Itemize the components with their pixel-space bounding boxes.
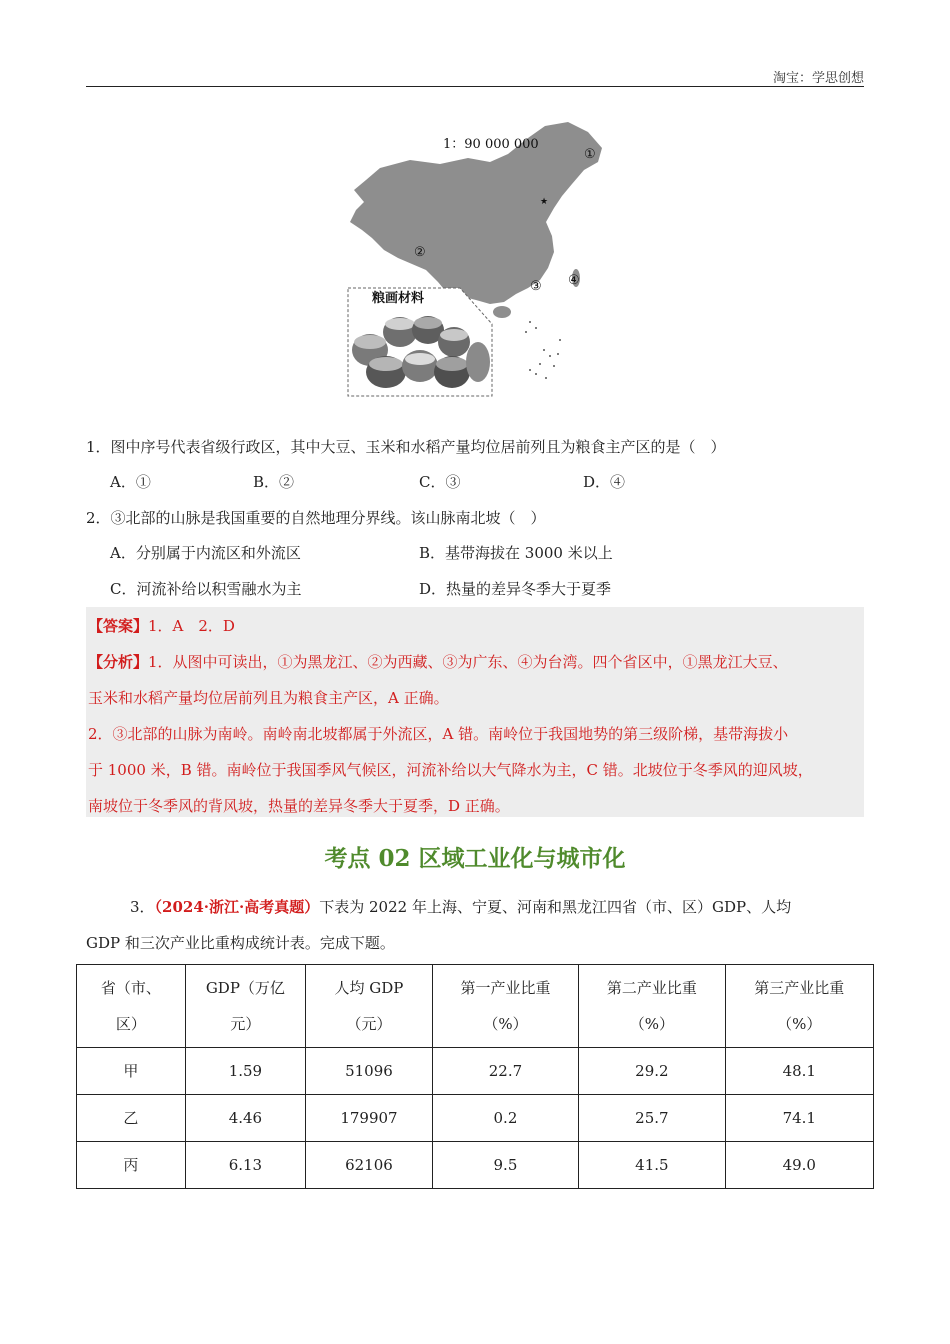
q2-option-c: C．河流补给以积雪融水为主 <box>110 580 302 598</box>
china-map <box>340 118 620 403</box>
capital-star-icon: ★ <box>540 197 549 207</box>
section-title: 考点 02 区域工业化与城市化 <box>324 845 626 872</box>
inset-caption: 粮画材料 <box>372 291 425 306</box>
th-gdp: GDP（万亿 元） <box>185 965 306 1048</box>
table-cell: 74.1 <box>725 1095 873 1142</box>
south-sea-islands <box>525 321 561 379</box>
q2-option-a: A．分别属于内流区和外流区 <box>110 544 301 562</box>
table-cell: 25.7 <box>579 1095 725 1142</box>
table-cell: 9.5 <box>432 1142 578 1189</box>
question-3-line-2: GDP 和三次产业比重构成统计表。完成下题。 <box>86 934 395 952</box>
q2-option-b: B．基带海拔在 3000 米以上 <box>419 544 613 562</box>
hainan-shape <box>493 306 511 318</box>
th-secondary-share: 第二产业比重 （%） <box>579 965 725 1048</box>
q1-option-a: A．① <box>110 473 151 491</box>
marker-4: ④ <box>568 273 580 288</box>
table-cell: 29.2 <box>579 1048 725 1095</box>
table-cell: 62106 <box>306 1142 433 1189</box>
q3-source-tag: （2024·浙江·高考真题） <box>154 898 320 916</box>
analysis-line-3: 2．③北部的山脉为南岭。南岭南北坡都属于外流区，A 错。南岭位于我国地势的第三级阶梯，基带海拔小 <box>88 725 789 743</box>
analysis-text-1: 1．从图中可读出，①为黑龙江、②为西藏、③为广东、④为台湾。四个省区中，①黑龙江大豆、 <box>148 653 788 671</box>
marker-3: ③ <box>530 279 542 294</box>
th-province: 省（市、 区） <box>77 965 186 1048</box>
q2-option-d: D．热量的差异冬季大于夏季 <box>419 580 612 598</box>
table-header-row <box>77 965 874 1048</box>
analysis-line-5: 南坡位于冬季风的背风坡，热量的差异冬季大于夏季，D 正确。 <box>88 797 510 815</box>
table-cell: 乙 <box>77 1095 186 1142</box>
table-row <box>77 1095 874 1142</box>
page-header <box>86 66 864 87</box>
table-cell: 6.13 <box>185 1142 306 1189</box>
answer-text: 1．A 2．D <box>148 617 235 635</box>
answer-analysis-box <box>86 607 864 817</box>
table-cell: 179907 <box>306 1095 433 1142</box>
th-primary-share: 第一产业比重 （%） <box>432 965 578 1048</box>
marker-1: ① <box>584 147 596 162</box>
table-cell: 49.0 <box>725 1142 873 1189</box>
q1-option-d: D．④ <box>583 473 626 491</box>
table-cell: 甲 <box>77 1048 186 1095</box>
answer-line <box>88 615 235 636</box>
analysis-line-1 <box>88 651 788 672</box>
answer-tag: 【答案】 <box>88 617 149 635</box>
map-scale: 1：90 000 000 <box>443 137 539 152</box>
table-cell: 1.59 <box>185 1048 306 1095</box>
q3-text-1: 下表为 2022 年上海、宁夏、河南和黑龙江四省（市、区）GDP、人均 <box>319 898 792 916</box>
table-cell: 22.7 <box>432 1048 578 1095</box>
th-tertiary-share: 第三产业比重 （%） <box>725 965 873 1048</box>
table-cell: 0.2 <box>432 1095 578 1142</box>
analysis-tag: 【分析】 <box>88 653 149 671</box>
question-2-stem: 2．③北部的山脉是我国重要的自然地理分界线。该山脉南北坡（ ） <box>86 509 546 527</box>
q1-option-c: C．③ <box>419 473 461 491</box>
table-row <box>77 1142 874 1189</box>
q3-number: 3． <box>130 898 155 916</box>
analysis-line-4: 于 1000 米，B 错。南岭位于我国季风气候区，河流补给以大气降水为主，C 错。北坡位于冬季风的迎风坡， <box>88 761 813 779</box>
q1-option-b: B．② <box>253 473 295 491</box>
gdp-table <box>76 964 874 1189</box>
table-cell: 48.1 <box>725 1048 873 1095</box>
th-gdp-per-capita: 人均 GDP （元） <box>306 965 433 1048</box>
table-cell: 51096 <box>306 1048 433 1095</box>
table-cell: 4.46 <box>185 1095 306 1142</box>
marker-2: ② <box>414 245 426 260</box>
china-map-figure <box>340 118 620 403</box>
analysis-line-2: 玉米和水稻产量均位居前列且为粮食主产区，A 正确。 <box>88 689 449 707</box>
table-row <box>77 1048 874 1095</box>
question-3-line-1 <box>130 898 791 916</box>
header-text: 淘宝：学思创想 <box>772 71 864 86</box>
table-cell: 41.5 <box>579 1142 725 1189</box>
question-1-stem: 1．图中序号代表省级行政区，其中大豆、玉米和水稻产量均位居前列且为粮食主产区的是（ ） <box>86 438 726 456</box>
table-cell: 丙 <box>77 1142 186 1189</box>
